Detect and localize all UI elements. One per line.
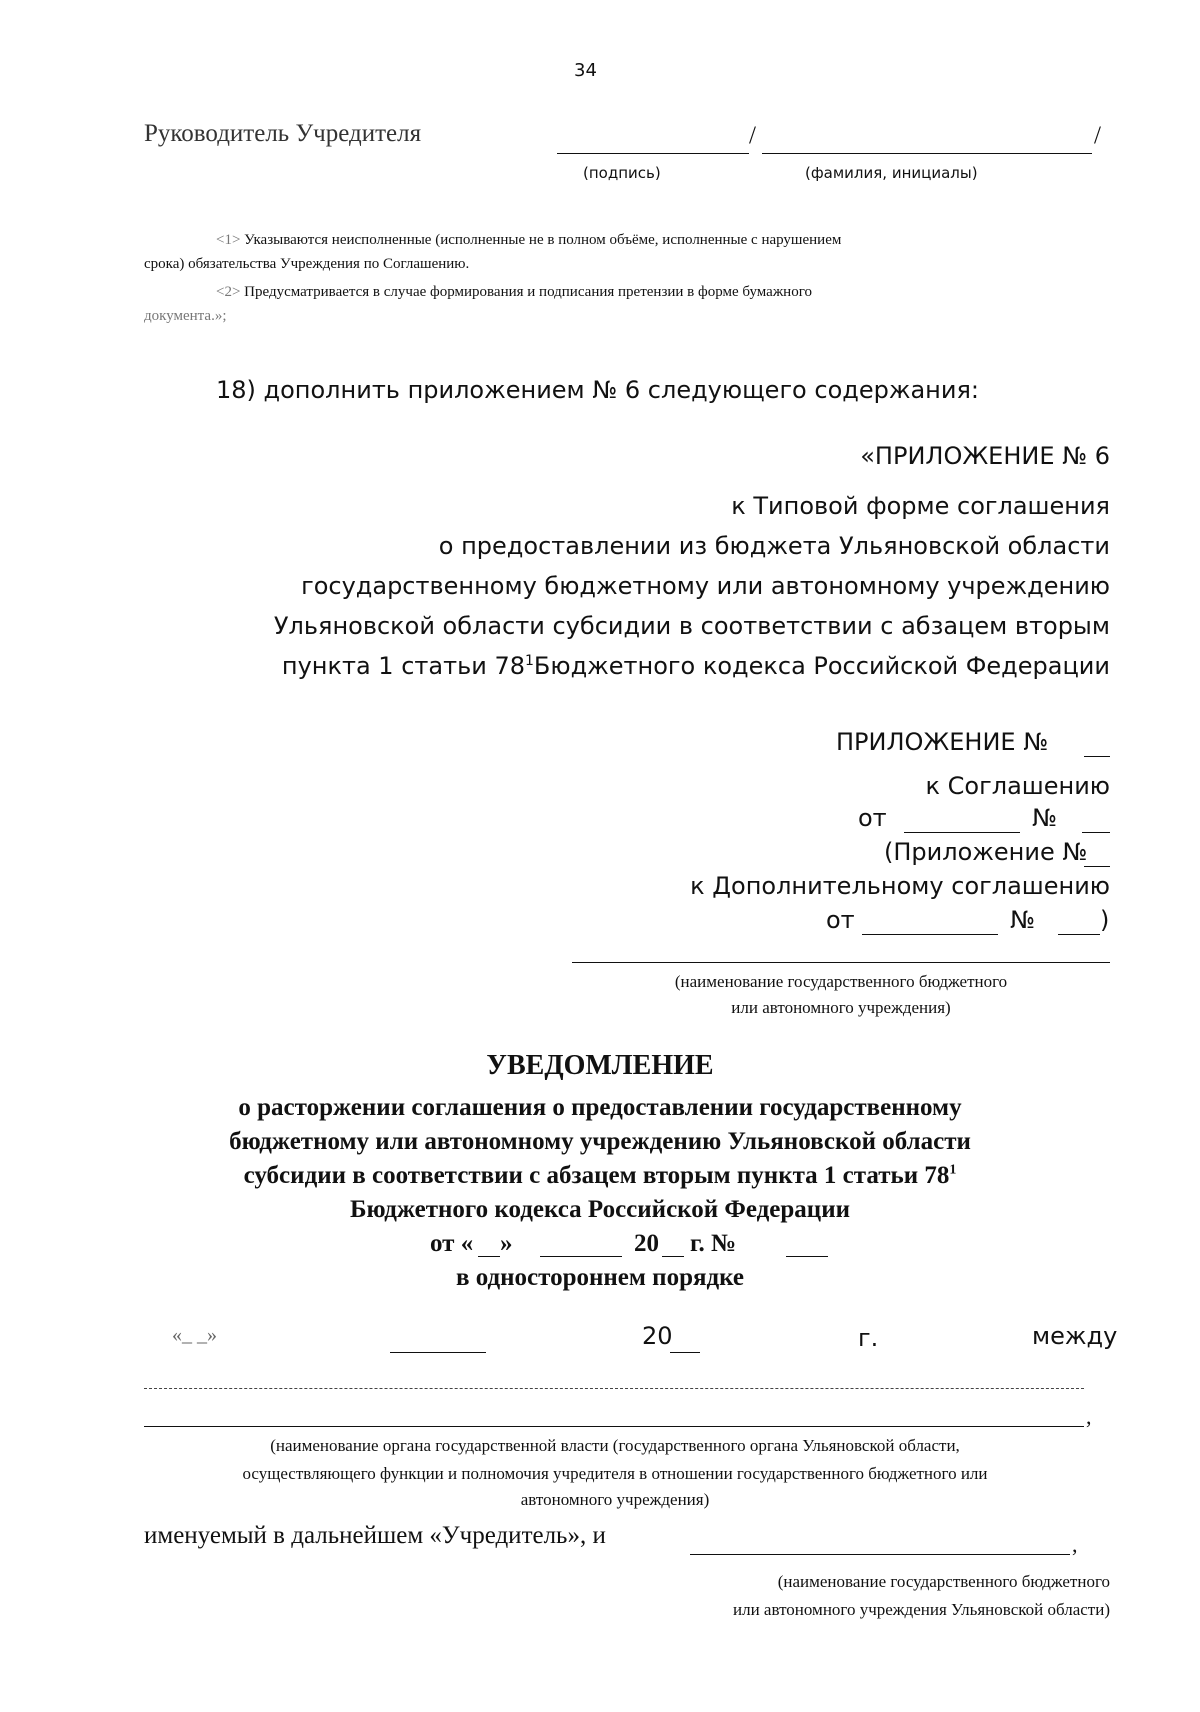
notice-year: 20	[634, 1230, 659, 1257]
appendix-blank-no-line-2	[1058, 934, 1100, 935]
appendix-blank-close-paren: )	[1100, 906, 1110, 934]
body-hereinafter: именуемый в дальнейшем «Учредитель», и	[144, 1522, 606, 1549]
appendix-blank-line-4: к Дополнительному соглашению	[690, 872, 1110, 900]
caption-signature: (подпись)	[583, 164, 661, 182]
appendix-blank-number-line	[1084, 756, 1110, 757]
institution-name-line	[572, 962, 1110, 963]
notice-date-close: »	[500, 1230, 513, 1257]
appendix-blank-line-3: (Приложение №	[884, 838, 1088, 866]
notice-line-6: в одностороннем порядке	[455, 1264, 745, 1291]
appendix-6-line-4: Ульяновской области субсидии в соответствии с абзацем вторым	[273, 612, 1110, 640]
appendix-6-line-5-b: Бюджетного кодекса Российской Федерации	[533, 652, 1110, 680]
notice-date-prefix: от «	[430, 1230, 474, 1257]
notice-number-line	[786, 1256, 828, 1257]
appendix-blank-date-line-2	[862, 934, 998, 935]
notice-title: УВЕДОМЛЕНИЕ	[486, 1050, 714, 1081]
appendix-blank-no: №	[1032, 804, 1057, 832]
body-caption-1-line-3: автономного учреждения)	[520, 1490, 710, 1509]
appendix-6-line-3: государственному бюджетному или автономному учреждению	[301, 572, 1110, 600]
notice-line-2: бюджетному или автономному учреждению Ульяновской области	[229, 1128, 971, 1155]
appendix-blank-line-3-blank	[1084, 866, 1110, 867]
appendix-blank-from: от	[858, 804, 887, 832]
appendix-blank-date-line	[904, 832, 1020, 833]
body-caption-1-line-2: осуществляющего функции и полномочия учредителя в отношении государственного бюджетного или	[242, 1464, 988, 1483]
footnote-1-text: Указываются неисполненные (исполненные не в полном объёме, исполненные с нарушением	[244, 232, 842, 248]
footnote-1-line-2: срока) обязательства Учреждения по Соглашению.	[144, 256, 470, 272]
body-authority-comma: ,	[1086, 1404, 1092, 1429]
body-caption-2-line-2: или автономного учреждения Ульяновской области)	[733, 1600, 1110, 1619]
body-caption-2-line-1: (наименование государственного бюджетного	[777, 1572, 1110, 1591]
body-caption-1-line-1: (наименование органа государственной власти (государственного органа Ульяновской области,	[270, 1436, 960, 1455]
notice-line-4: Бюджетного кодекса Российской Федерации	[349, 1196, 850, 1223]
item-18: 18) дополнить приложением № 6 следующего содержания:	[216, 376, 979, 404]
page-number: 34	[574, 60, 597, 81]
caption-name: (фамилия, инициалы)	[805, 164, 978, 182]
footnote-2-line-2: документа.»;	[144, 308, 227, 324]
signature-slash-1: /	[749, 122, 756, 149]
notice-month-line	[540, 1256, 622, 1257]
notice-number-label: г. №	[690, 1230, 737, 1257]
notice-year-line	[662, 1256, 684, 1257]
footnote-2-mark: <2>	[216, 284, 241, 300]
signature-slash-2: /	[1094, 122, 1101, 149]
footnote-1-mark: <1>	[216, 232, 241, 248]
body-month-line	[390, 1352, 486, 1353]
appendix-6-line-5	[282, 652, 1110, 680]
appendix-6-line-5-a: пункта 1 статьи 78	[281, 652, 525, 680]
body-g: г.	[858, 1324, 879, 1352]
body-between: между	[1032, 1322, 1118, 1350]
institution-caption-line-1: (наименование государственного бюджетного	[674, 972, 1008, 991]
body-institution-comma: ,	[1072, 1532, 1078, 1557]
appendix-6-line-2: о предоставлении из бюджета Ульяновской области	[438, 532, 1110, 560]
footnote-2-text: Предусматривается в случае формирования и подписания претензии в форме бумажного	[244, 284, 812, 300]
appendix-6-title: «ПРИЛОЖЕНИЕ № 6	[860, 442, 1110, 470]
notice-superscript: 1	[949, 1162, 957, 1178]
appendix-6-superscript: 1	[524, 653, 534, 669]
body-authority-line-2	[144, 1426, 1084, 1427]
signature-line	[557, 153, 749, 154]
notice-day-line	[478, 1256, 500, 1257]
body-authority-line-1	[144, 1388, 1084, 1389]
notice-line-1: о расторжении соглашения о предоставлении государственному	[238, 1094, 962, 1121]
body-year-line	[670, 1352, 700, 1353]
appendix-blank-no-line	[1082, 832, 1110, 833]
notice-line-3	[0, 1162, 1200, 1190]
body-year: 20	[642, 1322, 673, 1350]
footnote-1-line-1	[216, 232, 1112, 249]
appendix-6-line-1: к Типовой форме соглашения	[731, 492, 1110, 520]
body-date-quote: «_ _»	[172, 1324, 217, 1346]
body-institution-line	[690, 1554, 1070, 1555]
appendix-blank-from-2: от	[826, 906, 855, 934]
institution-caption-line-2: или автономного учреждения)	[731, 998, 951, 1017]
appendix-blank-title: ПРИЛОЖЕНИЕ №	[836, 728, 1049, 756]
footnote-2-line-1	[216, 284, 812, 301]
signature-label: Руководитель Учредителя	[144, 120, 422, 147]
name-line	[762, 153, 1092, 154]
appendix-blank-no-2: №	[1010, 906, 1035, 934]
notice-line-3-text: субсидии в соответствии с абзацем вторым пункта 1 статьи 78	[243, 1162, 950, 1189]
appendix-blank-line-1: к Соглашению	[925, 772, 1110, 800]
